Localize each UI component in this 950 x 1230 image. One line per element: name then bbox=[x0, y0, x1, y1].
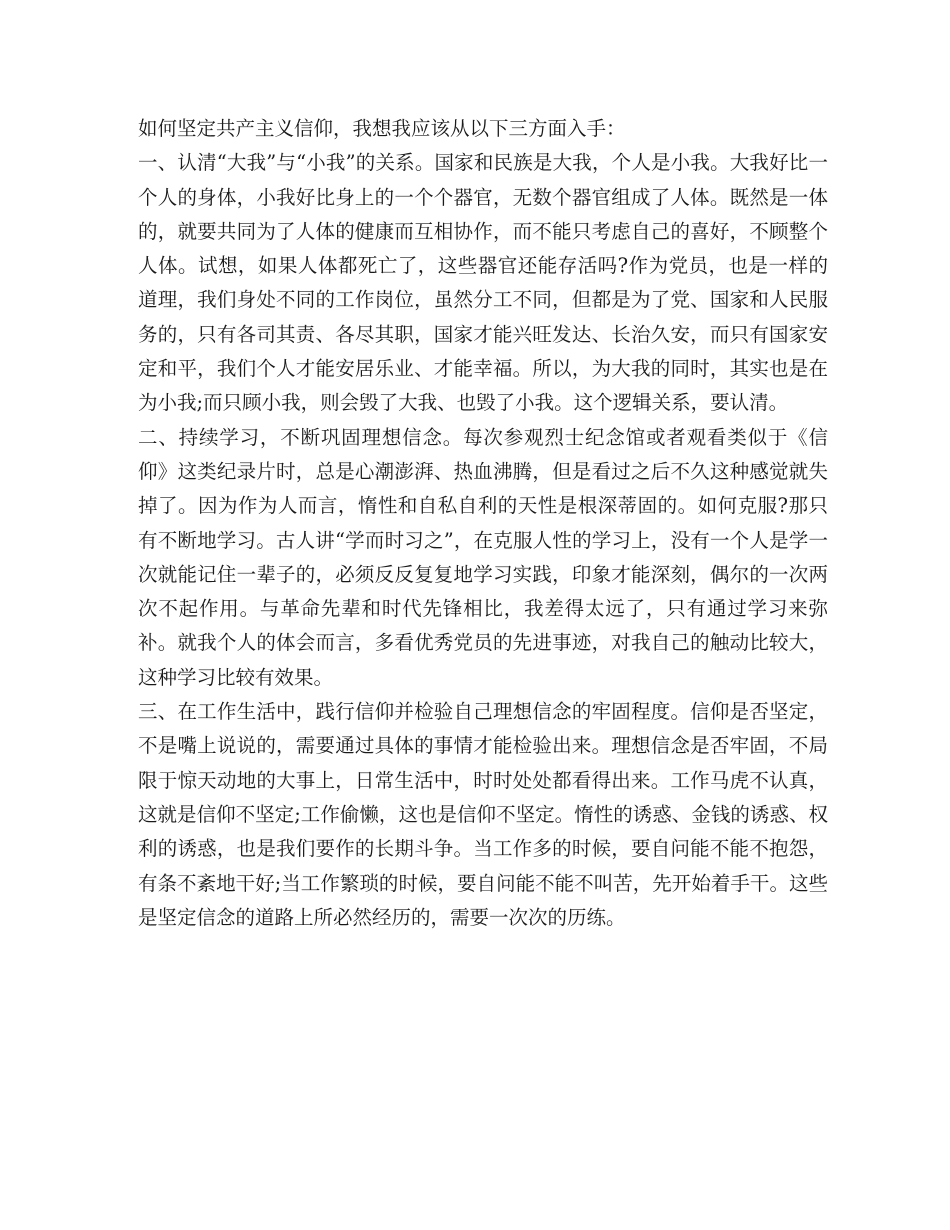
section-paragraph-3: 三、在工作生活中，践行信仰并检验自己理想信念的牢固程度。信仰是否坚定，不是嘴上说说的，需要通过具体的事情才能检验出来。理想信念是否牢固，不局限于惊天动地的大事上，日常生活中，时时处处都看得出来。工作马虎不认真，这就是信仰不坚定;工作偷懒，这也是信仰不坚定。惰性的诱惑、金钱的诱惑、权利的诱惑，也是我们要作的长期斗争。当工作多的时候，要自问能不能不抱怨，有条不紊地干好;当工作繁琐的时候，要自问能不能不叫苦，先开始着手干。这些是坚定信念的道路上所必然经历的，需要一次次的历练。 bbox=[138, 700, 828, 929]
section-paragraph-2: 二、持续学习，不断巩固理想信念。每次参观烈士纪念馆或者观看类似于《信仰》这类纪录片时，总是心潮澎湃、热血沸腾，但是看过之后不久这种感觉就失掉了。因为作为人而言，惰性和自私自利的天性是根深蒂固的。如何克服?那只有不断地学习。古人讲“学而时习之”，在克服人性的学习上，没有一个人是学一次就能记住一辈子的，必须反反复复地学习实践，印象才能深刻，偶尔的一次两次不起作用。与革命先辈和时代先锋相比，我差得太远了，只有通过学习来弥补。就我个人的体会而言，多看优秀党员的先进事迹，对我自己的触动比较大，这种学习比较有效果。 bbox=[138, 425, 828, 689]
section-paragraph-1: 一、认清“大我”与“小我”的关系。国家和民族是大我，个人是小我。大我好比一个人的身体，小我好比身上的一个个器官，无数个器官组成了人体。既然是一体的，就要共同为了人体的健康而互相协作，而不能只考虑自己的喜好，不顾整个人体。试想，如果人体都死亡了，这些器官还能存活吗?作为党员，也是一样的道理，我们身处不同的工作岗位，虽然分工不同，但都是为了党、国家和人民服务的，只有各司其责、各尽其职，国家才能兴旺发达、长治久安，而只有国家安定和平，我们个人才能安居乐业、才能幸福。所以，为大我的同时，其实也是在为小我;而只顾小我，则会毁了大我、也毁了小我。这个逻辑关系，要认清。 bbox=[138, 151, 828, 415]
document-body bbox=[138, 112, 828, 935]
intro-paragraph: 如何坚定共产主义信仰，我想我应该从以下三方面入手： bbox=[138, 117, 626, 140]
